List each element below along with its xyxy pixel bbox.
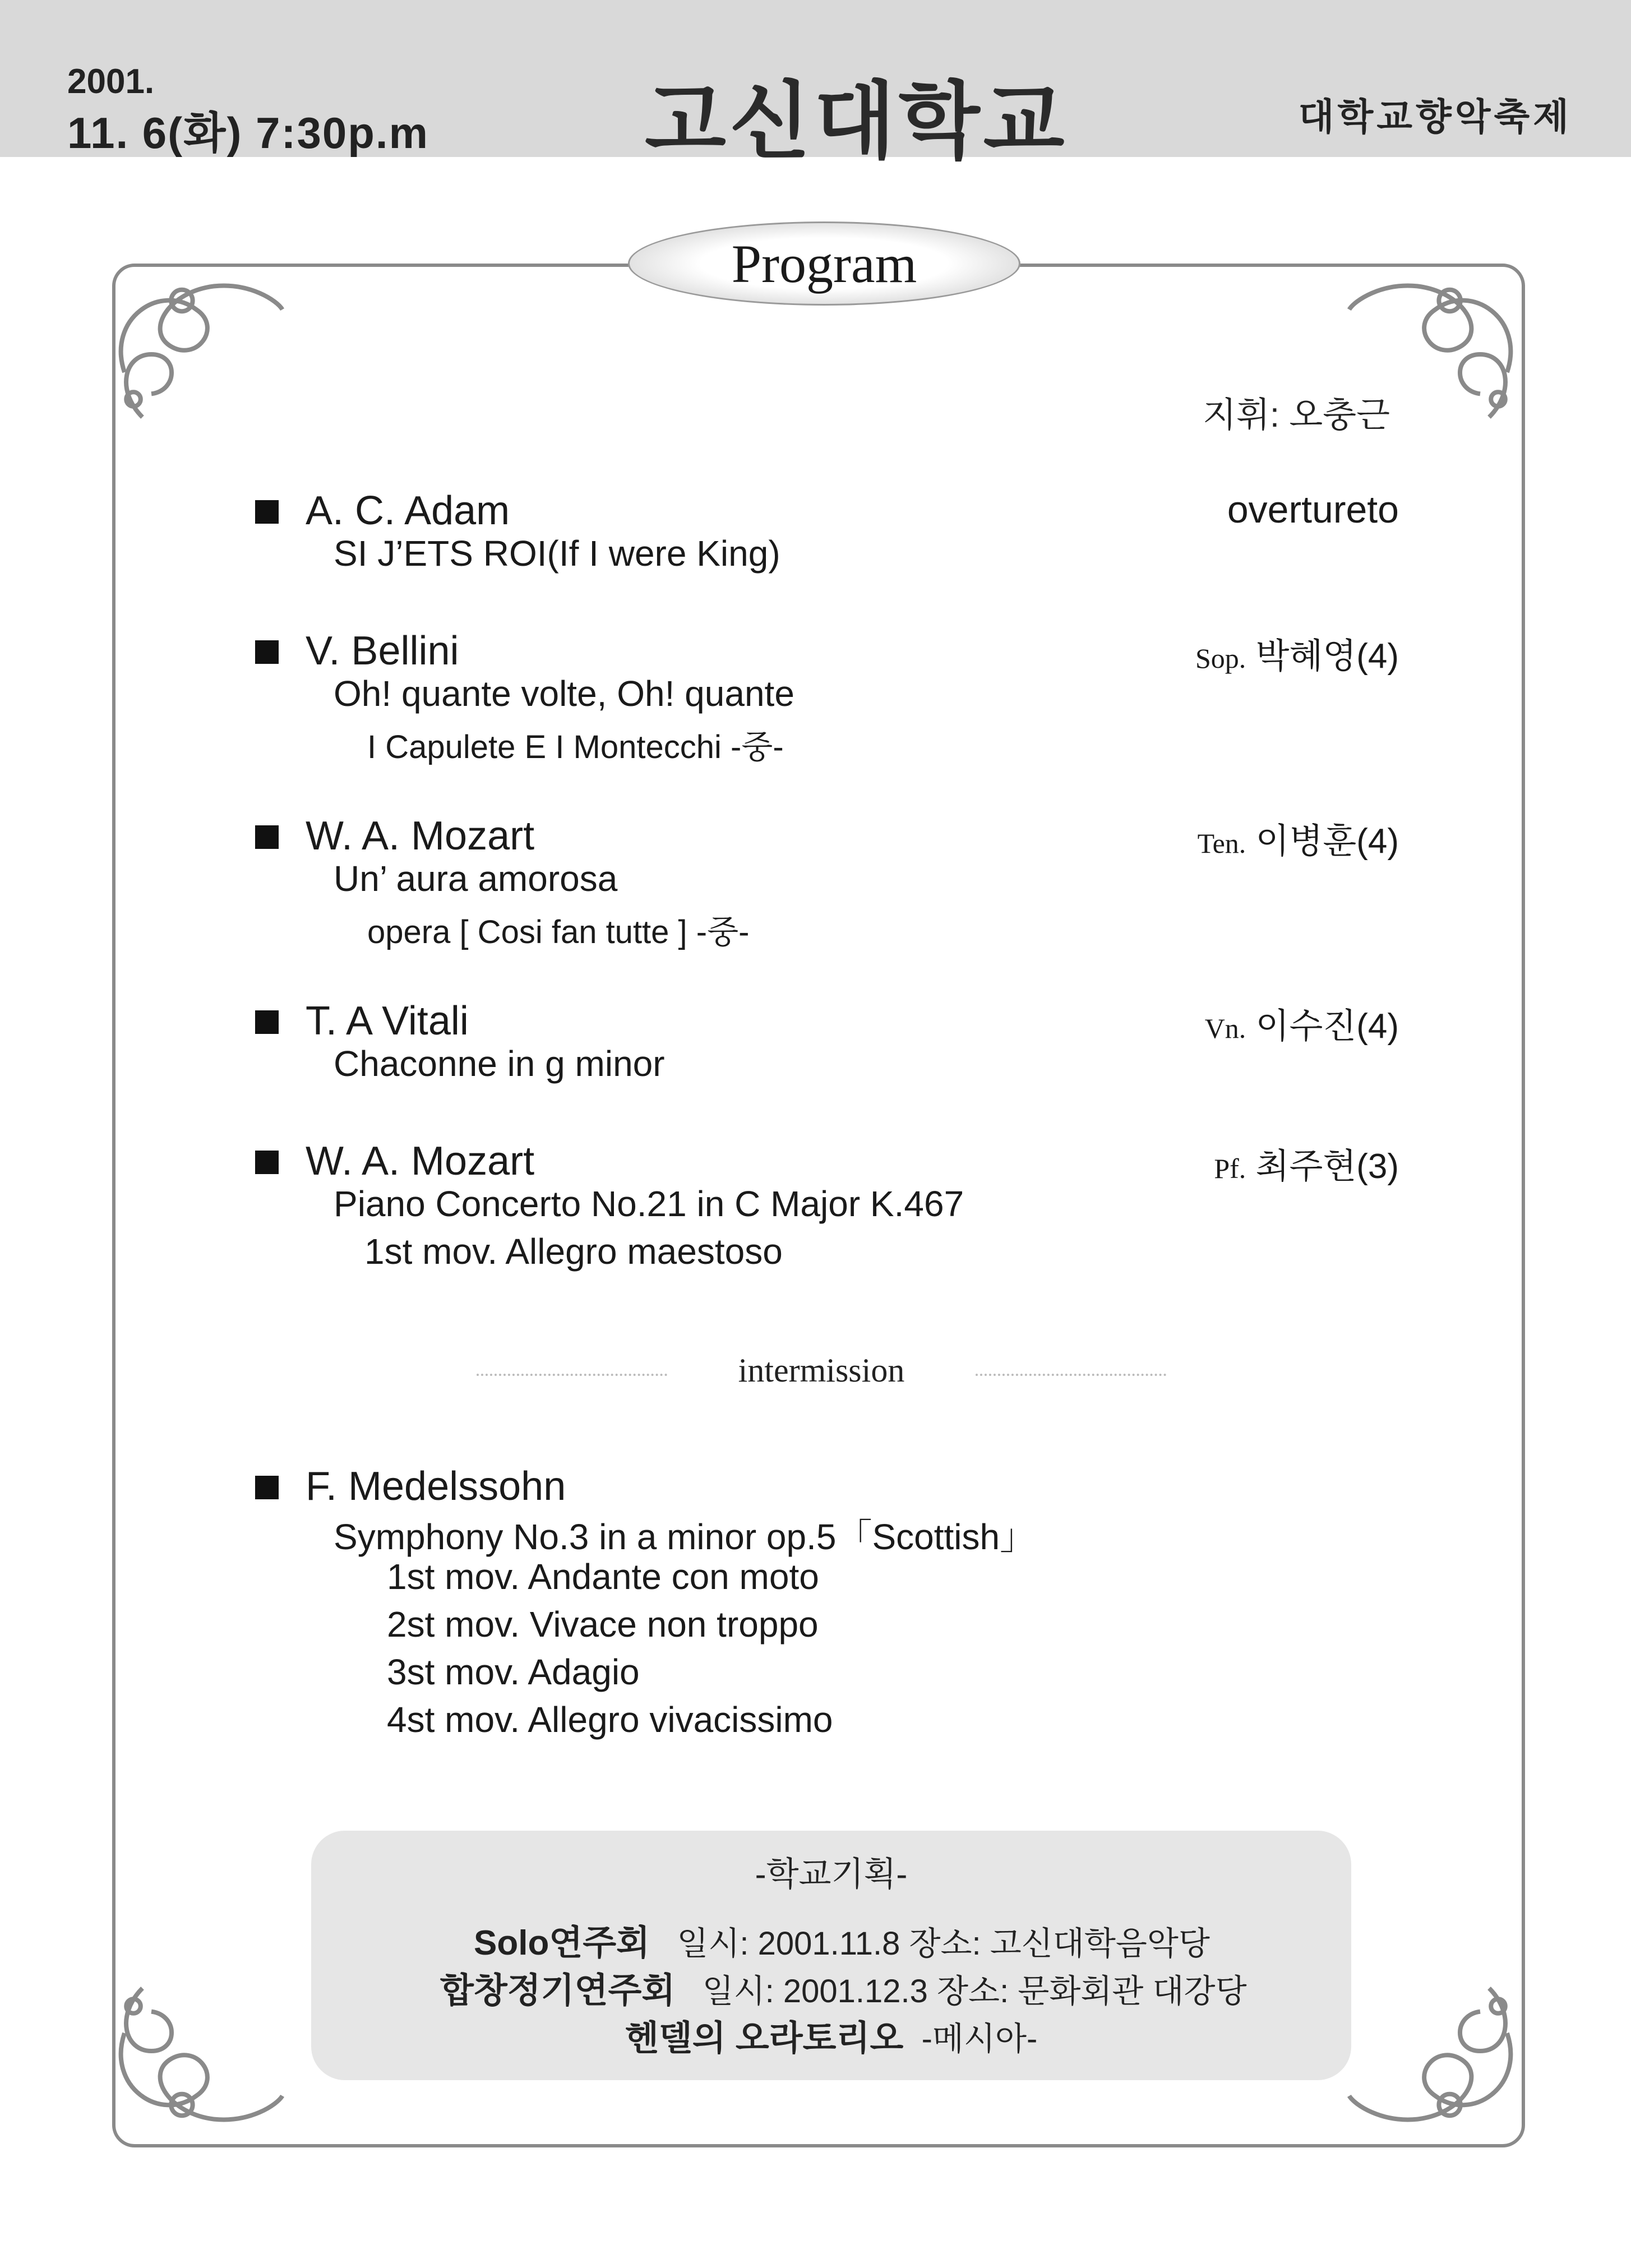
performer-name: 이병훈(4) bbox=[1255, 822, 1399, 861]
performer-instrument: Sop. bbox=[1195, 643, 1246, 674]
intermission-label: intermission bbox=[738, 1352, 905, 1389]
bullet-square-icon bbox=[255, 500, 279, 524]
university-name: 고신대학교 bbox=[645, 74, 1068, 168]
event-name: Solo연주회 bbox=[474, 1924, 650, 1962]
concert-date-time: 11. 6(화) 7:30p.m bbox=[67, 108, 429, 158]
concert-year: 2001. bbox=[67, 62, 155, 101]
bullet-square-icon bbox=[255, 640, 279, 664]
work-title: Un’ aura amorosa bbox=[334, 858, 618, 899]
corner-ornament-bottom-right-icon bbox=[1346, 1979, 1525, 2159]
movement: 1st mov. Allegro maestoso bbox=[364, 1231, 783, 1272]
performer bbox=[1205, 998, 1399, 1048]
performer-name: 박혜영(4) bbox=[1255, 637, 1399, 676]
event-detail: 일시: 2001.11.8 장소: 고신대학음악당 bbox=[677, 1925, 1210, 1962]
program-title-badge bbox=[628, 221, 1020, 306]
composer: V. Bellini bbox=[306, 629, 459, 673]
event-detail: -메시아- bbox=[921, 2021, 1038, 2057]
work-source: opera [ Cosi fan tutte ] -중- bbox=[367, 914, 750, 950]
movement: 4st mov. Allegro vivacissimo bbox=[387, 1699, 833, 1740]
composer: A. C. Adam bbox=[306, 488, 510, 533]
performer bbox=[1214, 1138, 1399, 1188]
work-title: Oh! quante volte, Oh! quante bbox=[334, 673, 794, 714]
work-title: Chaconne in g minor bbox=[334, 1043, 665, 1084]
composer: W. A. Mozart bbox=[306, 1139, 535, 1184]
performer bbox=[1198, 813, 1399, 863]
work-title: Piano Concerto No.21 in C Major K.467 bbox=[334, 1184, 964, 1224]
work-source: I Capulete E I Montecchi -중- bbox=[367, 729, 784, 765]
bullet-square-icon bbox=[255, 825, 279, 849]
school-plan-row bbox=[440, 1962, 1247, 2012]
bullet-square-icon bbox=[255, 1151, 279, 1174]
performer bbox=[1227, 488, 1399, 532]
event-name: 합창정기연주회 bbox=[440, 1971, 676, 2010]
movement: 3st mov. Adagio bbox=[387, 1652, 640, 1692]
performer-name: 이수진(4) bbox=[1255, 1007, 1399, 1046]
corner-ornament-top-left-icon bbox=[107, 247, 286, 426]
bullet-square-icon bbox=[255, 1010, 279, 1034]
composer: F. Medelssohn bbox=[306, 1464, 566, 1509]
performer-instrument: Pf. bbox=[1214, 1153, 1246, 1184]
event-detail: 일시: 2001.12.3 장소: 문화회관 대강당 bbox=[702, 1973, 1247, 2010]
corner-ornament-bottom-left-icon bbox=[107, 1979, 286, 2159]
festival-name: 대학교향악축제 bbox=[1298, 96, 1572, 137]
work-title: Symphony No.3 in a minor op.5「Scottish」 bbox=[334, 1517, 1036, 1557]
bullet-square-icon bbox=[255, 1476, 279, 1499]
school-plan-row bbox=[474, 1915, 1210, 1965]
work-title: SI J’ETS ROI(If I were King) bbox=[334, 533, 780, 574]
program-title: Program bbox=[731, 233, 917, 294]
school-plan-row bbox=[625, 2010, 1037, 2060]
intermission-row bbox=[477, 1351, 1166, 1396]
performer-instrument: Ten. bbox=[1197, 828, 1246, 859]
dotted-divider bbox=[976, 1374, 1166, 1376]
performer-instrument: Vn. bbox=[1204, 1013, 1246, 1044]
header-band bbox=[0, 0, 1631, 168]
conductor: 지휘: 오충근 bbox=[1203, 396, 1390, 435]
school-plan-box bbox=[311, 1831, 1351, 2080]
performer-name: overtureto bbox=[1227, 488, 1399, 531]
school-plan-title: -학교기획- bbox=[755, 1855, 908, 1893]
event-name: 헨델의 오라토리오 bbox=[625, 2019, 904, 2058]
movement: 1st mov. Andante con moto bbox=[387, 1556, 819, 1597]
composer: T. A Vitali bbox=[306, 999, 469, 1043]
movement: 2st mov. Vivace non troppo bbox=[387, 1604, 819, 1645]
performer bbox=[1195, 628, 1399, 678]
composer: W. A. Mozart bbox=[306, 814, 535, 858]
performer-name: 최주현(3) bbox=[1255, 1147, 1399, 1186]
